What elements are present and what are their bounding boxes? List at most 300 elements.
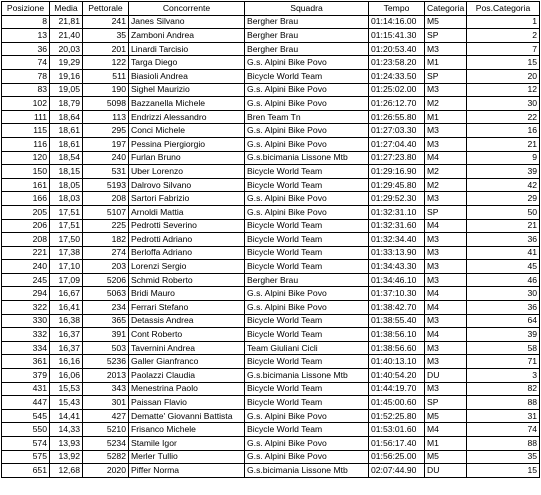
cell-posizione[interactable]: 240	[2, 260, 50, 274]
cell-pos-categoria[interactable]: 30	[467, 97, 540, 111]
cell-posizione[interactable]: 322	[2, 301, 50, 315]
cell-tempo[interactable]: 01:34:43.30	[369, 260, 425, 274]
cell-squadra[interactable]: G.s. Alpini Bike Povo	[245, 97, 369, 111]
table-row	[2, 273, 540, 287]
cell-tempo[interactable]: 01:26:12.70	[369, 97, 425, 111]
cell-concorrente[interactable]: Menestrina Paolo	[129, 382, 245, 396]
cell-media[interactable]: 19,05	[50, 83, 83, 97]
header-pos-categoria[interactable]: Pos.Categoria	[467, 2, 540, 16]
cell-concorrente[interactable]: Furlan Bruno	[129, 151, 245, 165]
cell-categoria[interactable]: M3	[425, 192, 467, 206]
cell-concorrente[interactable]: Linardi Tarcisio	[129, 42, 245, 56]
table-row	[2, 205, 540, 219]
cell-pos-categoria[interactable]: 16	[467, 124, 540, 138]
table-row	[2, 450, 540, 464]
cell-pos-categoria[interactable]: 36	[467, 233, 540, 247]
cell-tempo[interactable]: 01:20:53.40	[369, 42, 425, 56]
cell-pos-categoria[interactable]: 22	[467, 110, 540, 124]
cell-concorrente[interactable]: Paissan Flavio	[129, 396, 245, 410]
table-row	[2, 42, 540, 56]
cell-pos-categoria[interactable]: 88	[467, 396, 540, 410]
cell-pettorale[interactable]: 274	[83, 246, 129, 260]
cell-categoria[interactable]: M1	[425, 110, 467, 124]
cell-tempo[interactable]: 01:32:34.40	[369, 233, 425, 247]
cell-posizione[interactable]: 116	[2, 137, 50, 151]
cell-pettorale[interactable]: 113	[83, 110, 129, 124]
cell-categoria[interactable]: M1	[425, 56, 467, 70]
cell-tempo[interactable]: 02:07:44.90	[369, 464, 425, 478]
cell-squadra[interactable]: G.s. Alpini Bike Povo	[245, 301, 369, 315]
cell-posizione[interactable]: 78	[2, 69, 50, 83]
cell-media[interactable]: 13,93	[50, 437, 83, 451]
cell-concorrente[interactable]: Zamboni Andrea	[129, 29, 245, 43]
cell-concorrente[interactable]: Targa Diego	[129, 56, 245, 70]
table-row	[2, 328, 540, 342]
cell-concorrente[interactable]: Dalrovo Silvano	[129, 178, 245, 192]
cell-posizione[interactable]: 208	[2, 233, 50, 247]
cell-posizione[interactable]: 120	[2, 151, 50, 165]
cell-tempo[interactable]: 01:56:25.00	[369, 450, 425, 464]
cell-posizione[interactable]: 205	[2, 205, 50, 219]
cell-squadra[interactable]: Bicycle World Team	[245, 165, 369, 179]
cell-media[interactable]: 16,37	[50, 328, 83, 342]
cell-pettorale[interactable]: 531	[83, 165, 129, 179]
cell-tempo[interactable]: 01:29:52.30	[369, 192, 425, 206]
cell-tempo[interactable]: 01:38:56.10	[369, 328, 425, 342]
cell-pos-categoria[interactable]: 36	[467, 301, 540, 315]
cell-tempo[interactable]: 01:38:56.60	[369, 341, 425, 355]
table-row	[2, 423, 540, 437]
cell-squadra[interactable]: Bicycle World Team	[245, 69, 369, 83]
cell-media[interactable]: 17,51	[50, 205, 83, 219]
cell-tempo[interactable]: 01:52:25.80	[369, 409, 425, 423]
cell-media[interactable]: 17,51	[50, 219, 83, 233]
cell-posizione[interactable]: 330	[2, 314, 50, 328]
cell-categoria[interactable]: M5	[425, 409, 467, 423]
cell-categoria[interactable]: M2	[425, 97, 467, 111]
cell-tempo[interactable]: 01:27:04.40	[369, 137, 425, 151]
cell-categoria[interactable]: DU	[425, 369, 467, 383]
cell-pos-categoria[interactable]: 71	[467, 355, 540, 369]
cell-squadra[interactable]: G.s. Alpini Bike Povo	[245, 287, 369, 301]
cell-pettorale[interactable]: 225	[83, 219, 129, 233]
cell-squadra[interactable]: G.s.bicimania Lissone Mtb	[245, 369, 369, 383]
cell-tempo[interactable]: 01:25:02.00	[369, 83, 425, 97]
cell-categoria[interactable]: M5	[425, 450, 467, 464]
cell-squadra[interactable]: Bicycle World Team	[245, 233, 369, 247]
table-row	[2, 409, 540, 423]
cell-categoria[interactable]: M3	[425, 83, 467, 97]
cell-pos-categoria[interactable]: 29	[467, 192, 540, 206]
cell-media[interactable]: 18,54	[50, 151, 83, 165]
cell-squadra[interactable]: G.s.bicimania Lissone Mtb	[245, 464, 369, 478]
cell-concorrente[interactable]: Schmid Roberto	[129, 273, 245, 287]
cell-posizione[interactable]: 651	[2, 464, 50, 478]
cell-pettorale[interactable]: 5063	[83, 287, 129, 301]
table-row	[2, 260, 540, 274]
cell-media[interactable]: 21,40	[50, 29, 83, 43]
cell-tempo[interactable]: 01:29:16.90	[369, 165, 425, 179]
cell-posizione[interactable]: 294	[2, 287, 50, 301]
cell-pettorale[interactable]: 208	[83, 192, 129, 206]
cell-concorrente[interactable]: Endrizzi Alessandro	[129, 110, 245, 124]
cell-pos-categoria[interactable]: 58	[467, 341, 540, 355]
cell-media[interactable]: 17,38	[50, 246, 83, 260]
cell-media[interactable]: 15,43	[50, 396, 83, 410]
cell-posizione[interactable]: 447	[2, 396, 50, 410]
cell-pos-categoria[interactable]: 2	[467, 29, 540, 43]
cell-squadra[interactable]: Bergher Brau	[245, 42, 369, 56]
cell-concorrente[interactable]: Cont Roberto	[129, 328, 245, 342]
cell-pettorale[interactable]: 5193	[83, 178, 129, 192]
cell-pettorale[interactable]: 391	[83, 328, 129, 342]
cell-pettorale[interactable]: 197	[83, 137, 129, 151]
cell-squadra[interactable]: G.s. Alpini Bike Povo	[245, 83, 369, 97]
cell-squadra[interactable]: Bicycle World Team	[245, 219, 369, 233]
cell-pos-categoria[interactable]: 9	[467, 151, 540, 165]
cell-media[interactable]: 18,79	[50, 97, 83, 111]
cell-concorrente[interactable]: Paolazzi Claudia	[129, 369, 245, 383]
cell-categoria[interactable]: M3	[425, 273, 467, 287]
cell-posizione[interactable]: 166	[2, 192, 50, 206]
cell-posizione[interactable]: 74	[2, 56, 50, 70]
cell-posizione[interactable]: 332	[2, 328, 50, 342]
cell-posizione[interactable]: 150	[2, 165, 50, 179]
cell-pettorale[interactable]: 190	[83, 83, 129, 97]
cell-squadra[interactable]: G.s. Alpini Bike Povo	[245, 124, 369, 138]
cell-posizione[interactable]: 83	[2, 83, 50, 97]
table-row	[2, 369, 540, 383]
header-categoria[interactable]: Categoria	[425, 2, 467, 16]
cell-media[interactable]: 21,81	[50, 15, 83, 29]
cell-posizione[interactable]: 8	[2, 15, 50, 29]
cell-tempo[interactable]: 01:34:46.10	[369, 273, 425, 287]
header-tempo[interactable]: Tempo	[369, 2, 425, 16]
cell-squadra[interactable]: Bicycle World Team	[245, 396, 369, 410]
cell-concorrente[interactable]: Galler Gianfranco	[129, 355, 245, 369]
cell-squadra[interactable]: Bergher Brau	[245, 15, 369, 29]
cell-tempo[interactable]: 01:38:55.40	[369, 314, 425, 328]
cell-media[interactable]: 16,16	[50, 355, 83, 369]
cell-media[interactable]: 20,03	[50, 42, 83, 56]
cell-pettorale[interactable]: 2013	[83, 369, 129, 383]
cell-pos-categoria[interactable]: 7	[467, 42, 540, 56]
table-row	[2, 246, 540, 260]
table-row	[2, 56, 540, 70]
cell-pettorale[interactable]: 5107	[83, 205, 129, 219]
cell-concorrente[interactable]: Sighel Maurizio	[129, 83, 245, 97]
cell-media[interactable]: 17,50	[50, 233, 83, 247]
cell-concorrente[interactable]: Stamile Igor	[129, 437, 245, 451]
cell-categoria[interactable]: M4	[425, 328, 467, 342]
cell-categoria[interactable]: DU	[425, 464, 467, 478]
cell-categoria[interactable]: M4	[425, 423, 467, 437]
cell-pos-categoria[interactable]: 21	[467, 219, 540, 233]
cell-media[interactable]: 12,68	[50, 464, 83, 478]
cell-categoria[interactable]: M2	[425, 178, 467, 192]
cell-tempo[interactable]: 01:27:03.30	[369, 124, 425, 138]
cell-pettorale[interactable]: 201	[83, 42, 129, 56]
cell-pos-categoria[interactable]: 30	[467, 287, 540, 301]
cell-squadra[interactable]: Bicycle World Team	[245, 260, 369, 274]
cell-pos-categoria[interactable]: 15	[467, 464, 540, 478]
cell-concorrente[interactable]: Sartori Fabrizio	[129, 192, 245, 206]
cell-tempo[interactable]: 01:40:54.20	[369, 369, 425, 383]
cell-squadra[interactable]: G.s. Alpini Bike Povo	[245, 450, 369, 464]
cell-categoria[interactable]: M4	[425, 287, 467, 301]
table-row	[2, 29, 540, 43]
cell-posizione[interactable]: 206	[2, 219, 50, 233]
cell-tempo[interactable]: 01:27:23.80	[369, 151, 425, 165]
cell-categoria[interactable]: M2	[425, 165, 467, 179]
cell-squadra[interactable]: Bicycle World Team	[245, 423, 369, 437]
cell-pettorale[interactable]: 5098	[83, 97, 129, 111]
cell-concorrente[interactable]: Janes Silvano	[129, 15, 245, 29]
cell-pettorale[interactable]: 234	[83, 301, 129, 315]
cell-squadra[interactable]: Bicycle World Team	[245, 178, 369, 192]
cell-pos-categoria[interactable]: 45	[467, 260, 540, 274]
cell-categoria[interactable]: M3	[425, 233, 467, 247]
cell-pettorale[interactable]: 365	[83, 314, 129, 328]
cell-categoria[interactable]: M4	[425, 151, 467, 165]
cell-squadra[interactable]: Bicycle World Team	[245, 355, 369, 369]
cell-categoria[interactable]: SP	[425, 396, 467, 410]
cell-pettorale[interactable]: 295	[83, 124, 129, 138]
header-posizione[interactable]: Posizione	[2, 2, 50, 16]
cell-pos-categoria[interactable]: 31	[467, 409, 540, 423]
cell-concorrente[interactable]: Piffer Norma	[129, 464, 245, 478]
cell-concorrente[interactable]: Berloffa Adriano	[129, 246, 245, 260]
cell-pos-categoria[interactable]: 21	[467, 137, 540, 151]
cell-tempo[interactable]: 01:56:17.40	[369, 437, 425, 451]
cell-posizione[interactable]: 221	[2, 246, 50, 260]
cell-squadra[interactable]: G.s. Alpini Bike Povo	[245, 56, 369, 70]
cell-categoria[interactable]: M3	[425, 355, 467, 369]
cell-media[interactable]: 18,03	[50, 192, 83, 206]
cell-categoria[interactable]: SP	[425, 29, 467, 43]
table-row	[2, 69, 540, 83]
header-pettorale[interactable]: Pettorale	[83, 2, 129, 16]
cell-media[interactable]: 18,64	[50, 110, 83, 124]
cell-concorrente[interactable]: Frisanco Michele	[129, 423, 245, 437]
cell-posizione[interactable]: 361	[2, 355, 50, 369]
cell-pos-categoria[interactable]: 74	[467, 423, 540, 437]
cell-categoria[interactable]: M3	[425, 124, 467, 138]
cell-posizione[interactable]: 574	[2, 437, 50, 451]
cell-categoria[interactable]: M3	[425, 260, 467, 274]
cell-media[interactable]: 18,05	[50, 178, 83, 192]
cell-posizione[interactable]: 431	[2, 382, 50, 396]
cell-squadra[interactable]: Bren Team Tn	[245, 110, 369, 124]
cell-media[interactable]: 16,38	[50, 314, 83, 328]
cell-tempo[interactable]: 01:24:33.50	[369, 69, 425, 83]
cell-squadra[interactable]: G.s. Alpini Bike Povo	[245, 205, 369, 219]
cell-categoria[interactable]: SP	[425, 69, 467, 83]
cell-concorrente[interactable]: Detassis Andrea	[129, 314, 245, 328]
cell-concorrente[interactable]: Merler Tullio	[129, 450, 245, 464]
cell-pettorale[interactable]: 5234	[83, 437, 129, 451]
cell-posizione[interactable]: 111	[2, 110, 50, 124]
cell-squadra[interactable]: Team Giuliani Cicli	[245, 341, 369, 355]
cell-posizione[interactable]: 115	[2, 124, 50, 138]
cell-media[interactable]: 18,61	[50, 124, 83, 138]
cell-pos-categoria[interactable]: 39	[467, 328, 540, 342]
cell-media[interactable]: 15,53	[50, 382, 83, 396]
cell-categoria[interactable]: SP	[425, 205, 467, 219]
cell-pettorale[interactable]: 35	[83, 29, 129, 43]
cell-concorrente[interactable]: Bridi Mauro	[129, 287, 245, 301]
cell-tempo[interactable]: 01:15:41.30	[369, 29, 425, 43]
cell-tempo[interactable]: 01:45:00.60	[369, 396, 425, 410]
cell-pettorale[interactable]: 503	[83, 341, 129, 355]
cell-pos-categoria[interactable]: 39	[467, 165, 540, 179]
cell-pos-categoria[interactable]: 88	[467, 437, 540, 451]
cell-categoria[interactable]: M3	[425, 246, 467, 260]
cell-posizione[interactable]: 13	[2, 29, 50, 43]
cell-pettorale[interactable]: 5210	[83, 423, 129, 437]
cell-media[interactable]: 18,15	[50, 165, 83, 179]
cell-categoria[interactable]: M3	[425, 341, 467, 355]
cell-media[interactable]: 14,33	[50, 423, 83, 437]
cell-pettorale[interactable]: 241	[83, 15, 129, 29]
cell-categoria[interactable]: M3	[425, 314, 467, 328]
cell-categoria[interactable]: M4	[425, 219, 467, 233]
cell-pettorale[interactable]: 2020	[83, 464, 129, 478]
cell-posizione[interactable]: 36	[2, 42, 50, 56]
cell-tempo[interactable]: 01:14:16.00	[369, 15, 425, 29]
cell-posizione[interactable]: 334	[2, 341, 50, 355]
cell-categoria[interactable]: M3	[425, 42, 467, 56]
cell-categoria[interactable]: M3	[425, 382, 467, 396]
cell-pettorale[interactable]: 182	[83, 233, 129, 247]
cell-media[interactable]: 16,41	[50, 301, 83, 315]
cell-tempo[interactable]: 01:32:31.60	[369, 219, 425, 233]
cell-concorrente[interactable]: Ferrari Stefano	[129, 301, 245, 315]
cell-posizione[interactable]: 102	[2, 97, 50, 111]
cell-tempo[interactable]: 01:40:13.10	[369, 355, 425, 369]
cell-media[interactable]: 14,41	[50, 409, 83, 423]
header-media[interactable]: Media	[50, 2, 83, 16]
cell-pettorale[interactable]: 427	[83, 409, 129, 423]
table-row	[2, 151, 540, 165]
cell-concorrente[interactable]: Uber Lorenzo	[129, 165, 245, 179]
cell-pos-categoria[interactable]: 35	[467, 450, 540, 464]
cell-media[interactable]: 13,92	[50, 450, 83, 464]
cell-concorrente[interactable]: Bazzanella Michele	[129, 97, 245, 111]
cell-concorrente[interactable]: Pedrotti Severino	[129, 219, 245, 233]
cell-tempo[interactable]: 01:44:19.70	[369, 382, 425, 396]
cell-tempo[interactable]: 01:38:42.70	[369, 301, 425, 315]
cell-posizione[interactable]: 379	[2, 369, 50, 383]
cell-pettorale[interactable]: 5282	[83, 450, 129, 464]
cell-media[interactable]: 16,67	[50, 287, 83, 301]
cell-concorrente[interactable]: Pedrotti Adriano	[129, 233, 245, 247]
cell-tempo[interactable]: 01:29:45.80	[369, 178, 425, 192]
cell-categoria[interactable]: M1	[425, 437, 467, 451]
cell-pos-categoria[interactable]: 50	[467, 205, 540, 219]
cell-concorrente[interactable]: Arnoldi Mattia	[129, 205, 245, 219]
cell-pos-categoria[interactable]: 82	[467, 382, 540, 396]
cell-pettorale[interactable]: 203	[83, 260, 129, 274]
cell-pos-categoria[interactable]: 42	[467, 178, 540, 192]
cell-pos-categoria[interactable]: 41	[467, 246, 540, 260]
cell-pettorale[interactable]: 5236	[83, 355, 129, 369]
cell-pettorale[interactable]: 122	[83, 56, 129, 70]
cell-tempo[interactable]: 01:32:31.10	[369, 205, 425, 219]
cell-squadra[interactable]: Bicycle World Team	[245, 314, 369, 328]
cell-media[interactable]: 16,37	[50, 341, 83, 355]
cell-media[interactable]: 19,29	[50, 56, 83, 70]
cell-pettorale[interactable]: 240	[83, 151, 129, 165]
cell-pettorale[interactable]: 301	[83, 396, 129, 410]
cell-pos-categoria[interactable]: 20	[467, 69, 540, 83]
cell-concorrente[interactable]: Dematte' Giovanni Battista	[129, 409, 245, 423]
cell-concorrente[interactable]: Pessina Piergiorgio	[129, 137, 245, 151]
cell-categoria[interactable]: M3	[425, 137, 467, 151]
table-row	[2, 341, 540, 355]
table-row	[2, 97, 540, 111]
cell-squadra[interactable]: G.s. Alpini Bike Povo	[245, 192, 369, 206]
cell-pos-categoria[interactable]: 12	[467, 83, 540, 97]
cell-posizione[interactable]: 550	[2, 423, 50, 437]
cell-pettorale[interactable]: 343	[83, 382, 129, 396]
cell-pettorale[interactable]: 511	[83, 69, 129, 83]
cell-categoria[interactable]: M4	[425, 301, 467, 315]
cell-media[interactable]: 18,61	[50, 137, 83, 151]
cell-tempo[interactable]: 01:37:10.30	[369, 287, 425, 301]
cell-tempo[interactable]: 01:26:55.80	[369, 110, 425, 124]
cell-pos-categoria[interactable]: 1	[467, 15, 540, 29]
table-row	[2, 124, 540, 138]
cell-pos-categoria[interactable]: 64	[467, 314, 540, 328]
cell-squadra[interactable]: G.s. Alpini Bike Povo	[245, 137, 369, 151]
cell-squadra[interactable]: Bicycle World Team	[245, 382, 369, 396]
cell-concorrente[interactable]: Biasioli Andrea	[129, 69, 245, 83]
cell-concorrente[interactable]: Conci Michele	[129, 124, 245, 138]
cell-media[interactable]: 16,06	[50, 369, 83, 383]
cell-tempo[interactable]: 01:53:01.60	[369, 423, 425, 437]
cell-tempo[interactable]: 01:23:58.20	[369, 56, 425, 70]
cell-pettorale[interactable]: 5206	[83, 273, 129, 287]
results-table	[1, 1, 540, 478]
cell-pos-categoria[interactable]: 46	[467, 273, 540, 287]
cell-squadra[interactable]: Bergher Brau	[245, 29, 369, 43]
cell-media[interactable]: 17,09	[50, 273, 83, 287]
cell-squadra[interactable]: G.s. Alpini Bike Povo	[245, 409, 369, 423]
cell-posizione[interactable]: 575	[2, 450, 50, 464]
cell-squadra[interactable]: Bicycle World Team	[245, 246, 369, 260]
cell-squadra[interactable]: G.s. Alpini Bike Povo	[245, 437, 369, 451]
cell-concorrente[interactable]: Lorenzi Sergio	[129, 260, 245, 274]
cell-media[interactable]: 17,10	[50, 260, 83, 274]
cell-squadra[interactable]: G.s.bicimania Lissone Mtb	[245, 151, 369, 165]
table-row	[2, 396, 540, 410]
cell-squadra[interactable]: Bergher Brau	[245, 273, 369, 287]
cell-media[interactable]: 19,16	[50, 69, 83, 83]
header-squadra[interactable]: Squadra	[245, 2, 369, 16]
cell-concorrente[interactable]: Tavernini Andrea	[129, 341, 245, 355]
cell-categoria[interactable]: M5	[425, 15, 467, 29]
cell-posizione[interactable]: 161	[2, 178, 50, 192]
cell-pos-categoria[interactable]: 15	[467, 56, 540, 70]
cell-tempo[interactable]: 01:33:13.90	[369, 246, 425, 260]
cell-posizione[interactable]: 545	[2, 409, 50, 423]
header-concorrente[interactable]: Concorrente	[129, 2, 245, 16]
cell-squadra[interactable]: Bicycle World Team	[245, 328, 369, 342]
table-row	[2, 137, 540, 151]
cell-pos-categoria[interactable]: 3	[467, 369, 540, 383]
cell-posizione[interactable]: 245	[2, 273, 50, 287]
